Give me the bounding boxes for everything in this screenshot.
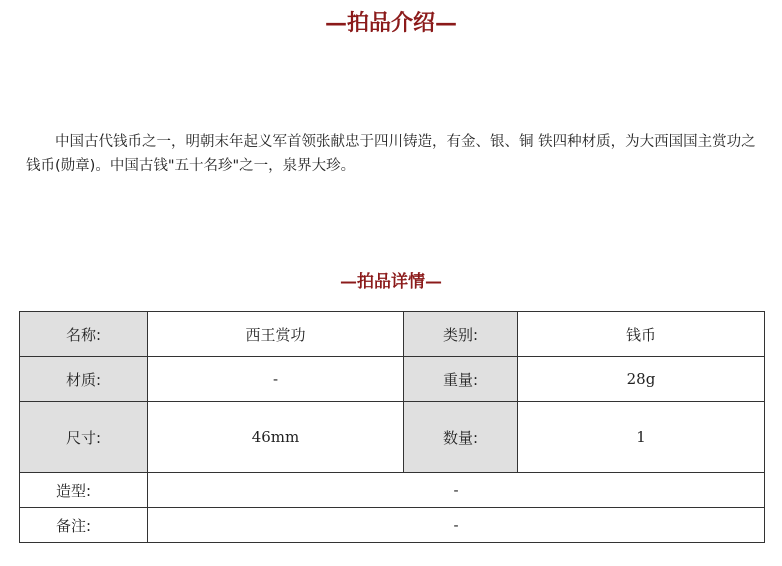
remarks-value: -: [148, 508, 765, 543]
name-label: 名称:: [20, 312, 148, 357]
table-row: [20, 508, 765, 543]
table-row: [20, 312, 765, 357]
size-label: 尺寸:: [20, 402, 148, 473]
table-row: [20, 473, 765, 508]
weight-label: 重量:: [404, 357, 518, 402]
material-label: 材质:: [20, 357, 148, 402]
quantity-value: 1: [518, 402, 765, 473]
size-value: 46mm: [148, 402, 404, 473]
details-table: [19, 311, 765, 543]
quantity-label: 数量:: [404, 402, 518, 473]
shape-value: -: [148, 473, 765, 508]
material-value: -: [148, 357, 404, 402]
name-value: 西王赏功: [148, 312, 404, 357]
weight-value: 28g: [518, 357, 765, 402]
table-row: [20, 357, 765, 402]
details-section-title: —拍品详情—: [340, 272, 442, 292]
category-value: 钱币: [518, 312, 765, 357]
intro-description: 中国古代钱币之一，明朝末年起义军首领张献忠于四川铸造，有金、银、铜 铁四种材质，为大西国国主赏功之钱币(勋章)。中国古钱"五十名珍"之一，泉界大珍。: [26, 134, 756, 174]
intro-section-title: —拍品介绍—: [324, 10, 457, 36]
category-label: 类别:: [404, 312, 518, 357]
shape-label: 造型:: [20, 473, 148, 508]
remarks-label: 备注:: [20, 508, 148, 543]
table-row: [20, 402, 765, 473]
